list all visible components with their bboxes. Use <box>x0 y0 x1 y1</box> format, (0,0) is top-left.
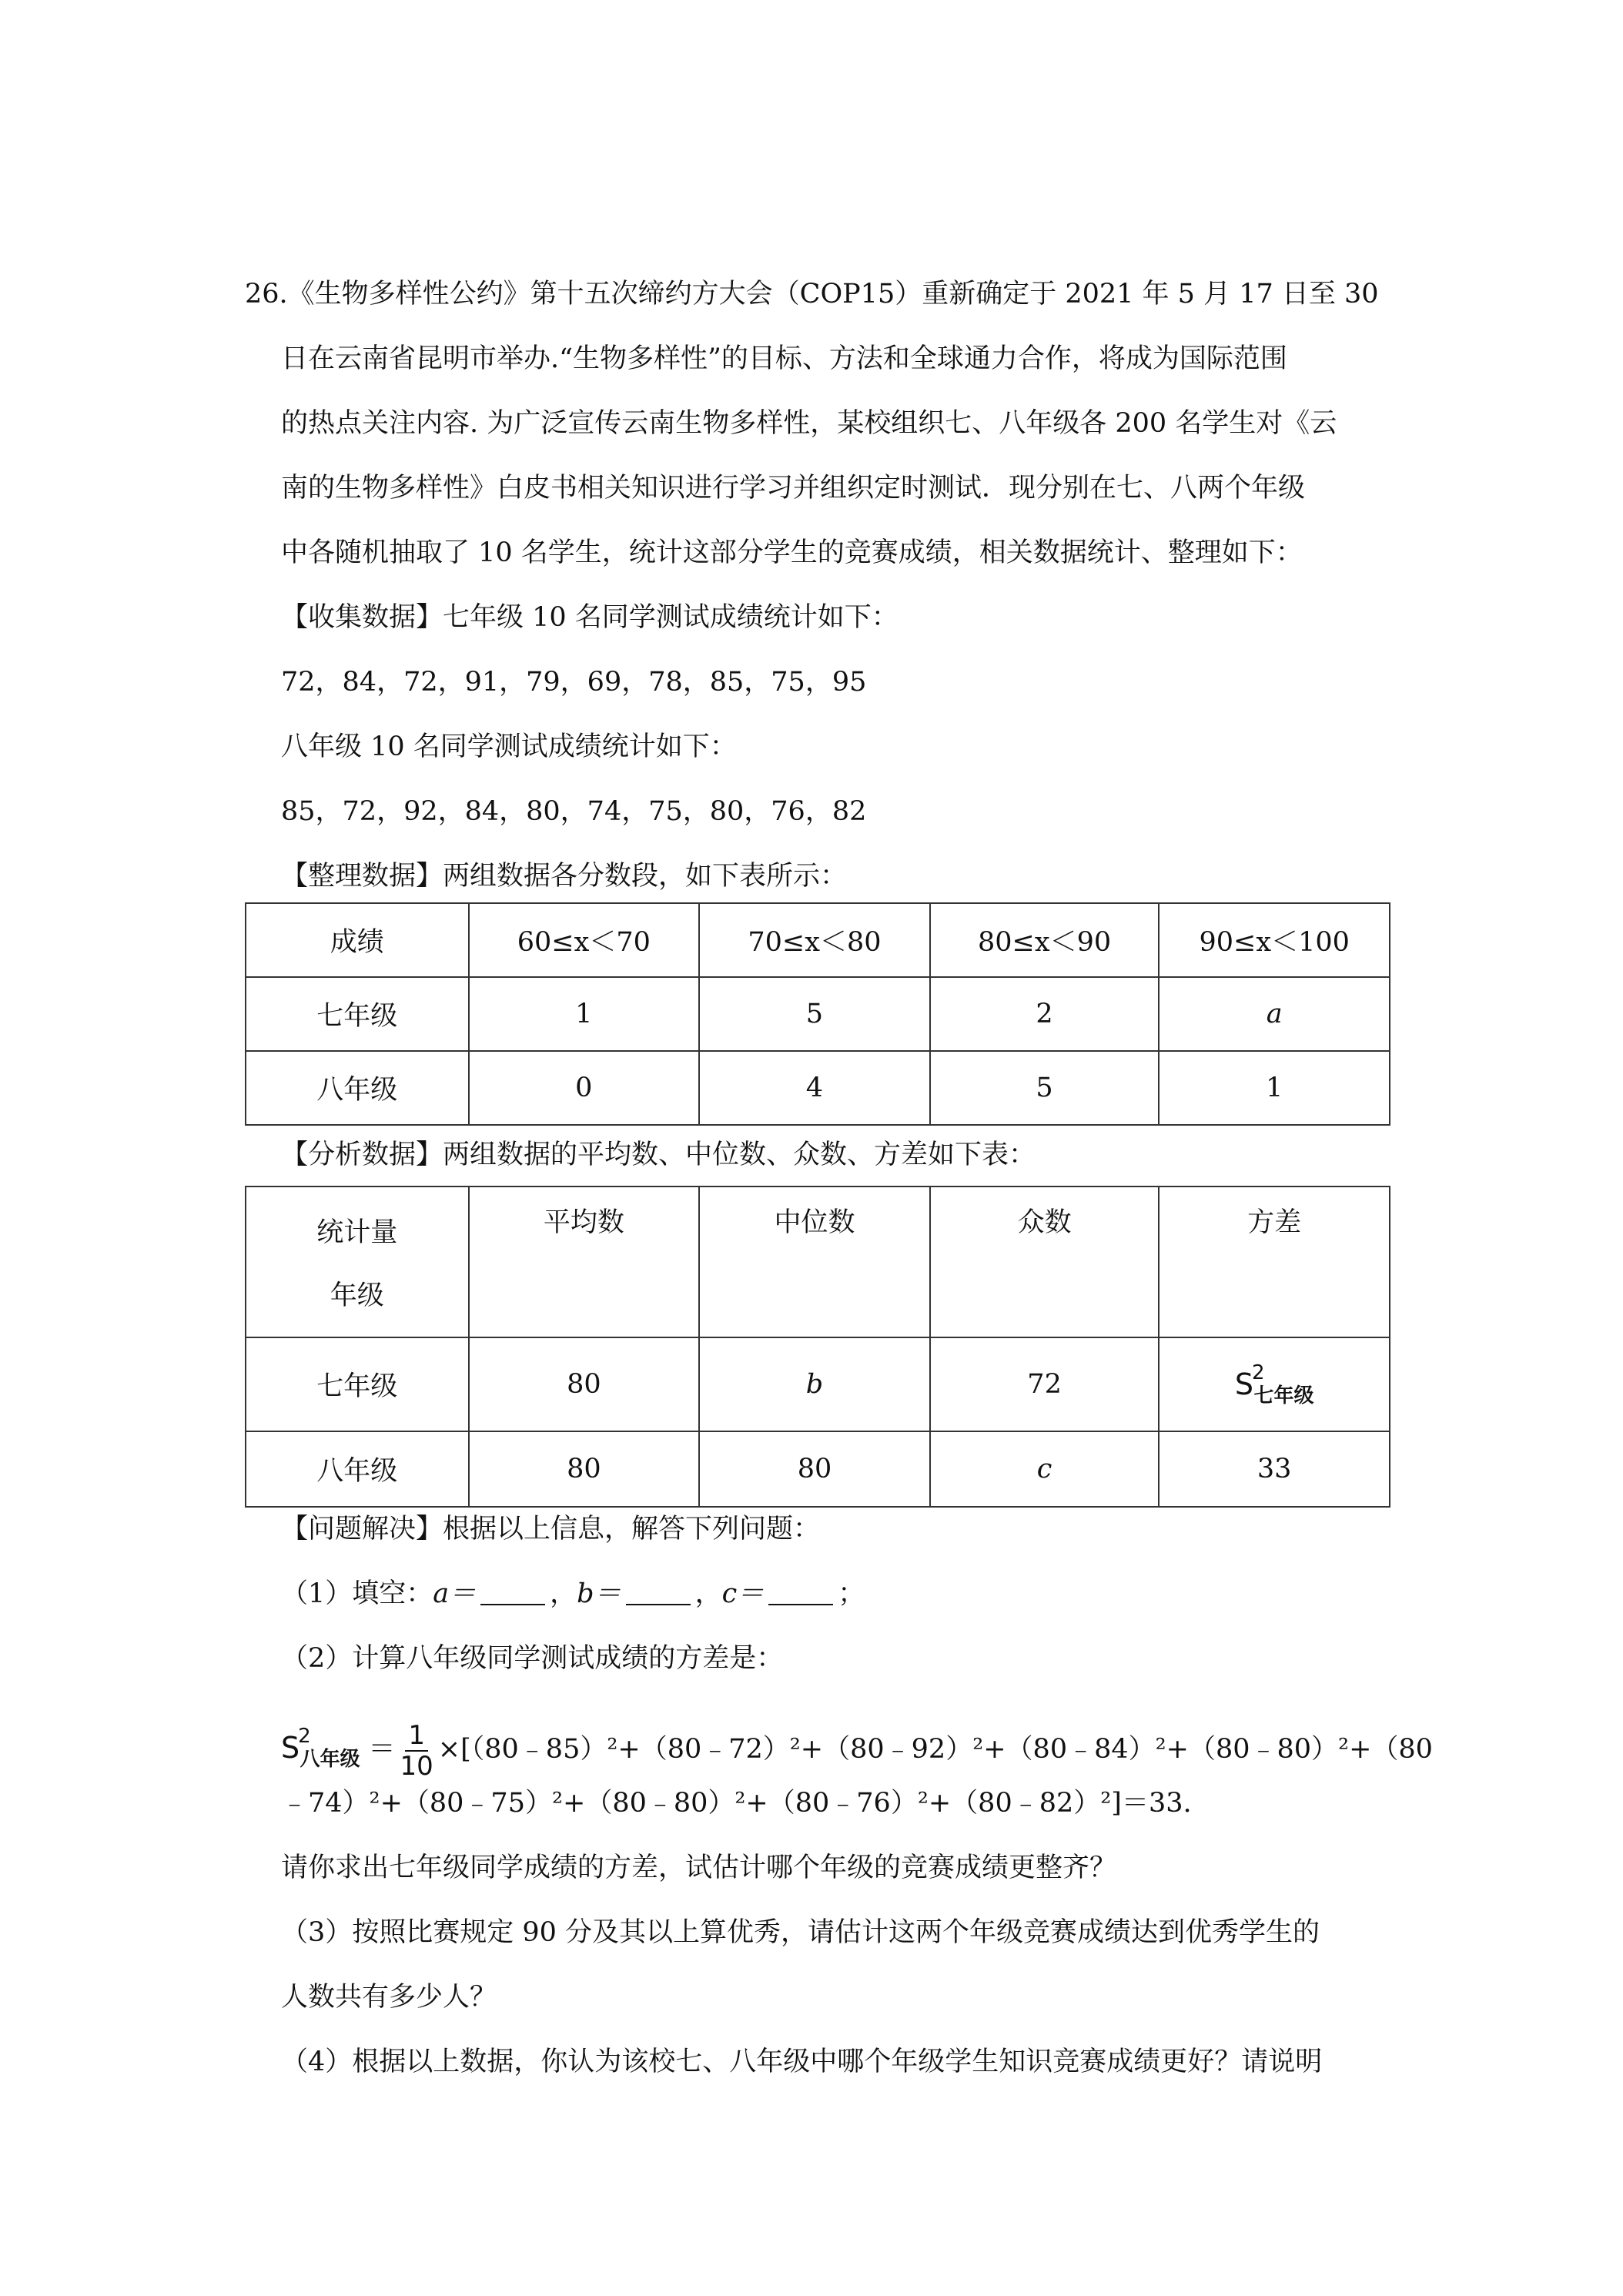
table-row <box>246 977 1390 1051</box>
corner-bottom-label: 年级 <box>330 1280 384 1311</box>
table-cell: 80 <box>699 1431 930 1507</box>
table-corner-cell <box>246 1186 469 1337</box>
table-cell: 5 <box>930 1051 1160 1125</box>
question-2-ask: 请你求出七年级同学成绩的方差，试估计哪个年级的竞赛成绩更整齐？ <box>281 1853 1117 1883</box>
table-cell: 平均数 <box>469 1186 700 1337</box>
grade7-scores: 72，84，72，91，79，69，78，85，75，95 <box>281 667 867 698</box>
intro-line-5: 中各随机抽取了 10 名学生，统计这部分学生的竞赛成绩，相关数据统计、整理如下： <box>281 537 1303 568</box>
question-4-line-1: （4）根据以上数据，你认为该校七、八年级中哪个年级学生知识竞赛成绩更好？请说明 <box>281 2047 1323 2077</box>
table-cell: 33 <box>1159 1431 1390 1507</box>
solve-label: 【问题解决】根据以上信息，解答下列问题： <box>281 1514 821 1545</box>
table-cell: 5 <box>699 977 930 1051</box>
table-cell: b <box>699 1337 930 1431</box>
table-cell: 八年级 <box>246 1431 469 1507</box>
answer-blank-c[interactable] <box>768 1578 833 1605</box>
table-cell: 众数 <box>930 1186 1160 1337</box>
table-row <box>246 903 1390 977</box>
intro-line-3: 的热点关注内容. 为广泛宣传云南生物多样性，某校组织七、八年级各 200 名学生对《云 <box>281 408 1337 439</box>
table-row <box>246 1337 1390 1431</box>
table-cell: 七年级 <box>246 1337 469 1431</box>
intro-line-2: 日在云南省昆明市举办.“生物多样性”的目标、方法和全球通力合作，将成为国际范围 <box>281 343 1287 374</box>
fraction-denominator: 10 <box>400 1750 433 1782</box>
score-range-table <box>245 902 1390 1126</box>
table-cell: 80 <box>469 1431 700 1507</box>
table-cell: a <box>1159 977 1390 1051</box>
table-row <box>246 1051 1390 1125</box>
table-cell: 方差 <box>1159 1186 1390 1337</box>
grade8-label: 八年级 10 名同学测试成绩统计如下： <box>281 731 737 762</box>
variance-symbol: S <box>281 1731 300 1765</box>
variance-symbol: S <box>1234 1367 1253 1401</box>
table-cell: 80 <box>469 1337 700 1431</box>
variance-exponent: 2 <box>1251 1361 1265 1384</box>
variance-formula-line-2: ﹣74）²+（80﹣75）²+（80﹣80）²+（80﹣76）²+（80﹣82）²]＝33. <box>281 1788 1192 1819</box>
statistics-table <box>245 1186 1390 1508</box>
table-cell: 4 <box>699 1051 930 1125</box>
table-cell: 1 <box>1159 1051 1390 1125</box>
q1-prefix: （1）填空： <box>281 1578 433 1609</box>
q1-sep: ， <box>694 1578 722 1609</box>
answer-blank-a[interactable] <box>480 1578 545 1605</box>
q1-sep: ， <box>550 1578 577 1609</box>
q1-end: ； <box>838 1578 865 1609</box>
fraction <box>400 1721 433 1781</box>
table-cell: 2 <box>930 977 1160 1051</box>
variance-exponent: 2 <box>298 1725 311 1748</box>
variance-subscript: 八年级 <box>300 1748 360 1771</box>
equals-sign: ＝ <box>368 1734 396 1765</box>
corner-top-label: 统计量 <box>316 1217 398 1248</box>
collect-data-label: 【收集数据】七年级 10 名同学测试成绩统计如下： <box>281 602 899 633</box>
table-cell: 1 <box>469 977 700 1051</box>
table-cell: 60≤x＜70 <box>469 903 700 977</box>
table-cell: 中位数 <box>699 1186 930 1337</box>
intro-line-1: 26.《生物多样性公约》第十五次缔约方大会（COP15）重新确定于 2021 年 5 月 17 日至 30 <box>245 279 1379 310</box>
table-cell: 90≤x＜100 <box>1159 903 1390 977</box>
q1-a-label: a＝ <box>433 1578 477 1609</box>
analyze-data-label: 【分析数据】两组数据的平均数、中位数、众数、方差如下表： <box>281 1140 1036 1170</box>
grade8-scores: 85，72，92，84，80，74，75，80，76，82 <box>281 796 867 827</box>
organize-data-label: 【整理数据】两组数据各分数段，如下表所示： <box>281 861 848 892</box>
formula-terms-1: ×[（80﹣85）²+（80﹣72）²+（80﹣92）²+（80﹣84）²+（80﹣80）²+（80 <box>437 1734 1433 1765</box>
table-row <box>246 1186 1390 1337</box>
question-2-label: （2）计算八年级同学测试成绩的方差是： <box>281 1643 784 1674</box>
q1-b-label: b＝ <box>577 1578 621 1609</box>
table-cell: 72 <box>930 1337 1160 1431</box>
table-row <box>246 1431 1390 1507</box>
q1-c-label: c＝ <box>721 1578 765 1609</box>
question-3-line-2: 人数共有多少人？ <box>281 1982 497 2013</box>
table-cell: c <box>930 1431 1160 1507</box>
question-3-line-1: （3）按照比赛规定 90 分及其以上算优秀，请估计这两个年级竞赛成绩达到优秀学生的 <box>281 1917 1320 1948</box>
fraction-numerator: 1 <box>405 1721 428 1752</box>
table-cell: 七年级 <box>246 977 469 1051</box>
intro-line-4: 南的生物多样性》白皮书相关知识进行学习并组织定时测试．现分别在七、八两个年级 <box>281 473 1306 504</box>
question-1 <box>281 1575 865 1612</box>
table-cell: 八年级 <box>246 1051 469 1125</box>
variance-grade7-cell <box>1159 1337 1390 1431</box>
variance-formula-line-1 <box>281 1703 1433 1792</box>
table-cell: 80≤x＜90 <box>930 903 1160 977</box>
variance-subscript: 七年级 <box>1253 1384 1314 1407</box>
answer-blank-b[interactable] <box>626 1578 691 1605</box>
table-cell: 成绩 <box>246 903 469 977</box>
table-cell: 0 <box>469 1051 700 1125</box>
table-cell: 70≤x＜80 <box>699 903 930 977</box>
